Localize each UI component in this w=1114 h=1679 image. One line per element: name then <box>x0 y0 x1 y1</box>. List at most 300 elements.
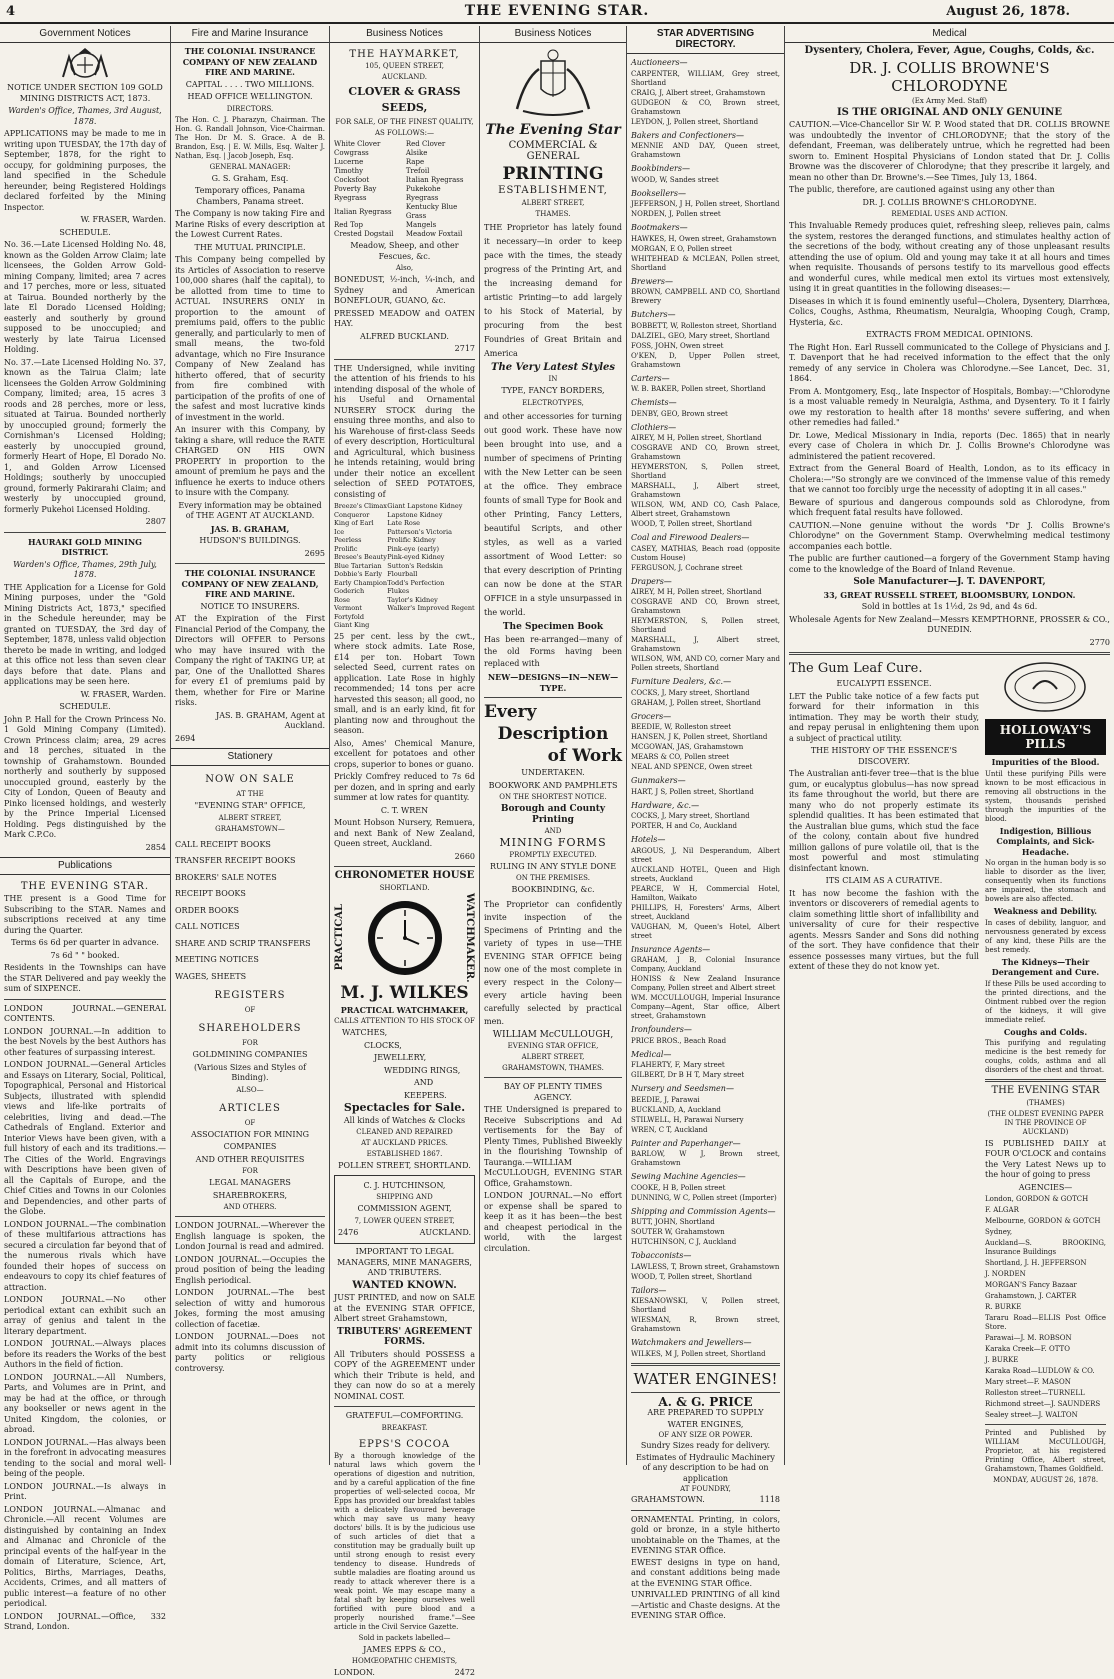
agency-entry: Shortland, J. H. JEFFERSON <box>985 1259 1087 1267</box>
stationery-item: TRANSFER RECEIPT BOOKS <box>175 856 296 865</box>
column-heading: Business Notices <box>480 26 626 43</box>
directory-entry: GILBERT, Dr B H T, Mary street <box>631 1071 745 1079</box>
stationery-item: CALL NOTICES <box>175 922 240 931</box>
comfrey-note: Prickly Comfrey reduced to 7s 6d per dozen, and in spring and early summer at low rates for quantity. <box>334 772 475 802</box>
company-title: THE COLONIAL INSURANCE COMPANY OF NEW ZEALAND FIRE AND MARINE. <box>182 46 318 77</box>
unrivalled-printing: UNRIVALLED PRINTING of all kind —Artistic and Chaste designs. At the EVENING STAR Office. <box>631 1590 780 1620</box>
potato-name: Prolific <box>334 544 358 553</box>
london-journal-ad: LONDON JOURNAL.—GENERAL CONTENTS. <box>4 1003 166 1023</box>
every: Every <box>484 702 537 722</box>
directory-entry: MARSHALL, J, Albert street, Grahamstown <box>631 482 780 499</box>
agency-entry: Melbourne, GORDON & GOTCH <box>985 1217 1101 1225</box>
seed-name: Lucerne <box>334 158 364 166</box>
tributers-forms: TRIBUTERS' AGREEMENT FORMS. <box>337 1326 472 1347</box>
column-business-notices <box>330 26 480 1677</box>
goldmining-companies: GOLDMINING COMPANIES <box>192 1050 308 1059</box>
epps-text: By a thorough knowledge of the natural laws which govern the operations of digestion and nutrition, and by a careful application of the fine properties of well-selected cocoa, Mr Epps has provided our breakfast tables with a delicately flavoured beverage which may save us many heavy doctors' bills. It is by the judicious use of such articles of diet that a constitution may be gradually built up until strong enough to resist every tendency to disease. Hundreds of subtle maladies are floating around us ready to attack wherever there is a weak point. We may escape many a fatal shaft by keeping ourselves well fortified with pure blood and a properly nourished frame."—See article in the Civil Service Gazette. <box>334 1451 475 1631</box>
potato-name: Pink-eye (early) <box>387 544 440 553</box>
nurseryman-name: C. T. WREN <box>380 805 429 815</box>
directory-entry: O'KEN, D, Upper Pollen street, Grahamstown <box>631 351 780 369</box>
office-town: GRAHAMSTOWN— <box>215 824 285 833</box>
head-office: HEAD OFFICE WELLINGTON. <box>187 92 313 101</box>
directory-category: Medical— <box>631 1049 672 1059</box>
commercial-general: COMMERCIAL & GENERAL <box>508 140 598 162</box>
proprietor-text: THE Proprietor has lately found it necessary—in order to keep pace with the times, the steady progress of the Printing Art, and the increasing demand for artistic Printing—to add largely to his Stock of Material, by procuring from the best Foundries of Great Britain and America <box>484 222 622 358</box>
potato-row <box>334 579 475 588</box>
directory-entry: BEEDIE, W, Rolleston street <box>631 723 732 731</box>
directory-entry: GUDGEON & CO, Brown street, Grahamstown <box>631 98 780 116</box>
holloway-ad <box>985 659 1106 1487</box>
potato-name: Vermont <box>334 604 362 612</box>
seed-name: Red Clover <box>405 140 446 148</box>
agencies-list <box>985 1195 1106 1420</box>
agencies-heading: AGENCIES— <box>1018 1182 1073 1192</box>
bottle-prices: Sold in bottles at 1s 1½d, 2s 9d, and 4s 6d. <box>861 602 1038 611</box>
pressed-hay: PRESSED MEADOW and OATEN HAY. <box>334 308 475 328</box>
directory-entry: JEFFERSON, J H, Pollen street, Shortland <box>631 200 780 208</box>
stock-watches: WATCHES, <box>342 1028 388 1037</box>
masthead <box>0 0 1114 24</box>
water-engines-title: WATER ENGINES! <box>633 1369 778 1388</box>
medical-two-column <box>789 659 1110 1487</box>
divider <box>175 1216 325 1217</box>
directory-entry: PEARCE, W H, Commercial Hotel, Hamilton, Waikato <box>631 884 780 902</box>
potato-row <box>334 553 475 562</box>
price-firm: A. & G. PRICE <box>658 1394 753 1409</box>
chlorodyne-name: DR. J. COLLIS BROWNE'S CHLORODYNE. <box>862 197 1037 207</box>
notice-title: HAURAKI GOLD MINING DISTRICT. <box>27 536 143 557</box>
prices: AT AUCKLAND PRICES. <box>361 1139 448 1147</box>
directory-category: Bakers and Confectioners— <box>631 130 744 140</box>
london-journal-ad: LONDON JOURNAL.—The best selection of witty and humorous Jokes, forming the most amusing collection of facetiæ. <box>175 1288 325 1329</box>
impurities-title: Impurities of the Blood. <box>991 757 1100 767</box>
directory-entry: MEARS & CO, Pollen street <box>631 753 730 761</box>
hutchinson-footer <box>338 1228 471 1239</box>
potato-name: Flourball <box>387 570 418 578</box>
directory-category: Brewers— <box>631 276 673 286</box>
seed-name: Rape <box>405 158 425 166</box>
column-advertising-directory <box>627 26 785 1620</box>
agency-entry: Rolleston street—TURNELL <box>985 1389 1085 1397</box>
directory-entry: WIESMAN, R, Brown street, Grahamstown <box>631 1316 780 1333</box>
potato-name: Blue Tartarian <box>334 561 382 570</box>
forgery-text: The public are further cautioned—a forgery of the Government Stamp having come to the knowledge of the Board of Inland Revenue. <box>789 554 1110 574</box>
oldest-paper: (THE OLDEST EVENING PAPER IN THE PROVINCE OF AUCKLAND) <box>987 1109 1104 1136</box>
schedule-item: No. 36.—Late Licensed Holding No. 48, known as the Golden Arrow Claim; late licensees, the Golden Arrow Gold-mining Company, limited; area 7 acres and 17 perches, more or less, situated at Tairua. Bounded northerly by the late El Dorado Licensed Holding; easterly and southerly by ground supposed to be unoccupied; and westerly by late Tairua Licensed Holding. <box>4 240 166 354</box>
capital: CAPITAL . . . . TWO MILLIONS. <box>185 79 315 89</box>
chronometer-location: SHORTLAND. <box>379 883 430 892</box>
seed-name: Trefoil <box>405 167 430 175</box>
column-heading: Medical <box>785 26 1114 43</box>
potato-name: Giant Lapstone Kidney <box>387 502 463 510</box>
ad-number: 2854 <box>145 842 166 852</box>
directory-entry: LEYDON, J, Pollen street, Shortland <box>631 117 759 126</box>
opinion: The Right Hon. Earl Russell communicated to the College of Physicians and J. T. Davenport that he had received information to the effect that the only remedy of any service in Cholera was Chlorodyne.—See Lancet, Dec. 31, 1864. <box>789 342 1110 383</box>
rearranged-text: Has been re-arranged—many of the old Forms having been replaced with <box>484 635 622 668</box>
directory-entry: LAWLESS, T, Brown street, Grahamstown <box>631 1262 780 1271</box>
holloway-seal-icon <box>985 659 1106 715</box>
directory-entry: DENBY, GEO, Brown street <box>631 409 728 418</box>
grateful: GRATEFUL—COMFORTING. <box>345 1411 464 1420</box>
directory-entry: MARSHALL, J, Albert street, Grahamstown <box>631 636 780 653</box>
directory-entry: MENNIE AND DAY, Queen street, Grahamstown <box>631 142 780 159</box>
column-business-notices-2 <box>480 26 627 1465</box>
shareholders: SHAREHOLDERS <box>198 1023 302 1034</box>
sold-packets: Sold in packets labelled— <box>358 1633 451 1642</box>
column-heading: Business Notices <box>330 26 479 43</box>
seed-row <box>334 176 475 185</box>
agency-entry: Mary street—F. MASON <box>985 1378 1071 1386</box>
stationery-item: SHARE AND SCRIP TRANSFERS <box>175 938 311 948</box>
directory-entry: BEEDIE, J, Parawai <box>631 1095 700 1104</box>
seed-row <box>334 185 475 203</box>
potato-row <box>334 570 475 579</box>
directory-entry: COCKS, J, Mary street, Shortland <box>631 688 750 697</box>
directory-entry: WILKES, M J, Pollen street, Shortland <box>631 1349 766 1358</box>
directory-entry: FLAHERTY, F, Mary street <box>631 1061 725 1069</box>
and-word: AND <box>544 827 562 835</box>
street: ALBERT STREET, <box>521 198 585 207</box>
seed-name: Cowgrass <box>334 149 369 157</box>
potato-name: Peerless <box>334 536 362 544</box>
potato-name: Conqueror <box>334 510 370 519</box>
directory-entry: AIREY, M H, Pollen street, Shortland <box>631 434 762 442</box>
stationery-item: ORDER BOOKS <box>175 905 240 915</box>
paper-name: The Evening Star <box>485 122 621 138</box>
epps-footer <box>334 1668 475 1679</box>
potato-name: Prolific Kidney <box>387 536 436 544</box>
directory-category: Auctioneers— <box>631 58 688 67</box>
agent-name: JAS. B. GRAHAM, Agent at Auckland. <box>216 710 325 730</box>
directory-entry: WREN, C T, Auckland <box>631 1125 708 1134</box>
agency-entry: J. BURKE <box>985 1356 1019 1364</box>
warden-signature: W. FRASER, Warden. <box>80 215 166 224</box>
any-size: OF ANY SIZE OR POWER. <box>658 1431 753 1439</box>
seed-name: Italian Ryegrass <box>334 207 392 216</box>
caution-text: CAUTION.—Vice-Chancellor Sir W. P. Wood stated that DR. COLLIS BROWNE was undoubtedly the inventor of CHLORODYNE; that the story of the defendant, Freeman, was deliberately untrue, which he regretted had been sworn to. Eminent Hospital Physicians of London stated that Dr. J. Collis Browne was the discoverer of Chlorodyne; that they prescribe it largely, and mean no other than Dr. Browne's.—See Times, July 13, 1864. <box>789 120 1110 182</box>
seed-row <box>334 203 475 221</box>
directory-category: Butchers— <box>631 310 676 319</box>
directory-entry: BOBBETT, W, Rolleston street, Shortland <box>631 321 777 330</box>
store-city: AUCKLAND. <box>382 73 427 81</box>
agency-entry: J. NORDEN <box>985 1270 1026 1278</box>
directory-category: Tobacconists— <box>631 1251 692 1260</box>
potato-name: Late Rose <box>387 519 421 527</box>
seed-name: Kentucky Blue Grass <box>405 203 458 220</box>
directory-entry: WHITEHEAD & MCLEAN, Pollen street, Shortland <box>631 254 780 272</box>
potato-row <box>334 545 475 554</box>
of-work: of Work <box>547 746 622 766</box>
accessories-text: and other accessories for turning out good work. These have now been brought into use, and a number of specimens of Printing with the New Letter can be seen at the office. They embrace founts of small Type for Book and other Printing, Fancy Letters, beautiful Scripts, and other styles, as well as a varied assortment of Wood Letter: so that every description of Printing can now be done at the STAR OFFICE in a style unsurpassed in the world. <box>484 411 622 617</box>
potato-name: Pink-eyed Kidney <box>387 553 445 561</box>
directory-category: Furniture Dealers, &c.— <box>631 677 732 686</box>
prepared: ARE PREPARED TO SUPPLY <box>647 1408 764 1417</box>
hutchinson-city: AUCKLAND. <box>419 1227 471 1237</box>
companies: COMPANIES <box>223 1142 277 1151</box>
bonedust: BONEDUST, ½-inch, ¼-inch, and Sydney and American BONEFLOUR, GUANO, &c. <box>334 275 475 305</box>
undertaken: UNDERTAKEN. <box>521 768 585 777</box>
column-heading: STAR ADVERTISING DIRECTORY. <box>627 26 784 54</box>
london-journal-ad: LONDON JOURNAL.—Almanac and Chronicle.—All recent Volumes are distinguished by containing an Index and Almanac and Chronicle of the principal events of the half-year in the domain of Literature, Science, Art, Politics, Births, Marriages, Deaths, Accidents, Crimes, and all matters of public interest—a feature of no other periodical. <box>4 1504 166 1608</box>
column-fire-marine-insurance <box>171 26 330 1465</box>
office: EVENING STAR OFFICE, <box>507 1042 599 1050</box>
ex-army: (Ex Army Med. Staff) <box>912 96 987 105</box>
potato-name: Todd's Perfection <box>387 578 445 587</box>
agency-entry: Parawai—J. M. ROBSON <box>985 1334 1072 1342</box>
directory-entry: HANSEN, J K, Pollen street, Shortland <box>631 733 768 741</box>
company-text: The Company is now taking Fire and Marine Risks of every description at the Lowest Current Rates. <box>175 209 325 239</box>
wilkes-name: M. J. WILKES <box>340 982 469 1003</box>
office-name: "EVENING STAR" OFFICE, <box>194 801 306 810</box>
potato-name: Walker's Improved Regent <box>387 604 475 612</box>
seed-name: Italian Ryegrass <box>405 176 464 184</box>
directory-entry: ARGOUS, J, Nil Desperandum, Albert street <box>631 846 780 864</box>
seed-name: White Clover <box>334 140 381 148</box>
sharebrokers: SHAREBROKERS, <box>212 1190 288 1200</box>
seed-row <box>334 149 475 158</box>
directory-entry: GRAHAM, J B, Colonial Insurance Company, Auckland <box>631 956 780 973</box>
ad-number: 2472 <box>454 1668 475 1677</box>
directory-entry: NEAL AND SPENCE, Owen street <box>631 763 753 771</box>
directory-category: Tailors— <box>631 1285 667 1295</box>
potato-row <box>334 604 475 613</box>
impurities-text: Until these purifying Pills were known to be most efficacious in removing all obstructions in the system, thousands perished through the impurities of the blood. <box>985 769 1106 823</box>
agent-address: HUDSON'S BUILDINGS. <box>199 536 301 545</box>
directory-entry: FERGUSON, J, Cochrane street <box>631 563 743 572</box>
directory-entry: NORDEN, J, Pollen street <box>631 210 721 218</box>
electrotypes: ELECTROTYPES, <box>522 398 584 407</box>
tributers-text: All Tributers should POSSESS a COPY of the AGREEMENT under which their Tribute is held, and they can now do so at a merely NOMINAL COST. <box>334 1349 475 1401</box>
london-journal-ad: LONDON JOURNAL.—All Numbers, Parts, and Volumes are in Print, and may be had at the office, or through any bookseller or news agent in the United Kingdom, the colonies, or abroad. <box>4 1372 166 1434</box>
notice-title: NOTICE UNDER SECTION 109 GOLD MINING DISTRICTS ACT, 1873. <box>7 83 163 103</box>
shortest-notice: ON THE SHORTEST NOTICE. <box>499 793 607 801</box>
evening-star-title: THE EVENING STAR <box>991 1085 1100 1096</box>
directory-entry: WM. MCCULLOUGH, Imperial Insurance Company—Agent, Star office, Albert street, Grahamstown <box>631 994 780 1020</box>
estimates: Estimates of Hydraulic Machinery of any description to be had on application <box>636 1452 775 1483</box>
potato-name: Taylor's Kidney <box>387 595 438 604</box>
directory-entry: VAUGHAN, M, Queen's Hotel, Albert street <box>631 922 780 940</box>
printing-title: PRINTING <box>502 164 604 184</box>
potato-row <box>334 587 475 596</box>
seed-name: Crested Dogstail <box>334 230 394 238</box>
others: AND OTHERS. <box>223 1203 277 1211</box>
divider <box>4 999 166 1000</box>
mutual-text: This Company being compelled by its Articles of Association to reserve 100,000 shares (half the capital), to be allotted from time to time to ACTUAL INSURERS ONLY in proportion to the amount of premiums paid, offers to the public generally, and particularly to men of small means, the two-fold advantage, which no Fire Insurance Company of New Zealand has hitherto offered, that of security from fire combined with participation of the profits of one of the safest and most lucrative kinds of investment in the world. <box>175 255 325 422</box>
kidneys-title: The Kidneys—Their Derangement and Cure. <box>991 956 1100 977</box>
divider <box>334 1406 475 1407</box>
agent-name: JAS. B. GRAHAM, <box>210 523 290 534</box>
potato-name: Early Champion <box>334 578 388 587</box>
directory-category: Insurance Agents— <box>631 944 711 954</box>
directory-entry: WILSON, WM, AND CO, corner Mary and Pollen streets, Shortland <box>631 655 780 672</box>
column-heading: Government Notices <box>0 26 170 43</box>
directory-category: Chemists— <box>631 398 677 407</box>
all-kinds: All kinds of Watches & Clocks <box>343 1115 466 1125</box>
epps-chemists: HOMŒOPATHIC CHEMISTS, <box>351 1657 458 1665</box>
remedy-text: This Invaluable Remedy produces quiet, refreshing sleep, relieves pain, calms the system, restores the deranged functions, and stimulates healthy action of the secretions of the body, without creating any of those unpleasant results attending the use of opium. Old and young may take it at all hours and times when requisite. Thousands of persons testify to its marvellous good effects and wonderful cures, while medical men extol its virtues most extensively, using it in great quantities in the following diseases:— <box>789 221 1110 293</box>
section-heading: Stationery <box>171 748 329 766</box>
thames: (THAMES) <box>1026 1098 1065 1107</box>
claim-title: ITS CLAIM AS A CURATIVE. <box>825 876 943 885</box>
stationery-item: BROKERS' SALE NOTES <box>175 872 277 882</box>
directory-entry: STILWELL, H, Parawai Nursery <box>631 1115 744 1124</box>
seed-name: Alsike <box>405 149 428 157</box>
directory-entry: KIESANOWSKI, V, Pollen street, Shortland <box>631 1297 780 1314</box>
also: Also, <box>395 264 414 272</box>
ad-number: 2695 <box>304 548 325 558</box>
potato-name: Ice <box>334 527 345 536</box>
directors: The Hon. C. J. Pharazyn, Chairman. The Hon. G. Randall Johnson, Vice-Chairman. The Hon. Dr M. S. Grace. A de B. Brandon, Esq. | E. W. Mills, Esq. Walter J. Nathan, Esq. | Jacob Joseph, Esq. <box>175 115 325 160</box>
directory-category: Bootmakers— <box>631 223 688 232</box>
ad-number: 1118 <box>759 1495 780 1504</box>
stationery-item: CALL RECEIPT BOOKS <box>175 839 271 849</box>
potato-row <box>334 511 475 520</box>
potato-name: Fortyfold <box>334 612 365 621</box>
page-number: 4 <box>6 4 16 19</box>
seed-name: Pukekohe Ryegrass <box>405 185 441 202</box>
foundry: AT FOUNDRY, <box>680 1485 731 1493</box>
stationery-item: RECEIPT BOOKS <box>175 889 246 898</box>
stock-clocks: CLOCKS, <box>364 1040 402 1050</box>
directors-label: DIRECTORS. <box>226 104 274 113</box>
delivery-text: Residents in the Townships can have the STAR Delivered and pay weekly the sum of SIXPENCE. <box>4 963 166 993</box>
agency-entry: London, GORDON & GOTCH <box>985 1195 1089 1203</box>
schedule-heading: SCHEDULE. <box>59 702 111 711</box>
directory-entry: DUNNING, W C, Pollen street (Importer) <box>631 1193 777 1202</box>
info-text: Every information may be obtained of THE AGENT AT AUCKLAND. <box>178 500 322 520</box>
directory-entry: FOSS, JOHN, Owen street <box>631 341 724 350</box>
hutchinson-ad <box>334 1175 475 1245</box>
description: Description <box>497 724 609 744</box>
agency-entry: Sydney, <box>985 1228 1013 1236</box>
agency-entry: Grahamstown, J. CARTER <box>985 1292 1077 1300</box>
published-text: IS PUBLISHED DAILY at FOUR O'CLOCK and contains the Very Latest News up to the hour of going to press <box>985 1138 1106 1179</box>
directory-category: Hotels— <box>631 835 666 844</box>
warden-office: Warden's Office, Thames, 3rd August, 1878. <box>8 106 162 126</box>
spectacles: Spectacles for Sale. <box>343 1101 466 1114</box>
directory-entry: DALZIEL, GEO, Mary street, Shortland <box>631 331 770 340</box>
epps-company: JAMES EPPS & CO., <box>363 1644 446 1654</box>
schedule-item: John P. Hall for the Crown Princess No. 1 Gold Mining Company (Limited). Crown Princess claim; area, 29 acres and 18 perches, situated in the township of Grahamstown. Bounded northerly and southerly by supposed unoccupied ground, easterly by the City of London, Queen of Beauty and Pinko licensed holdings, and westerly by the Prince Imperial Licensed Holding. Pegs distinguished by the Mark C.P.Co. <box>4 714 166 839</box>
directory-entry: HEYMERSTON, S, Pollen street, Shortland <box>631 617 780 634</box>
potato-name: Breeze's Climax <box>334 502 387 510</box>
agency-entry: Karaka Road—LUDLOW & CO. <box>985 1367 1095 1375</box>
potato-name: Giant King <box>334 621 370 629</box>
legal-managers: LEGAL MANAGERS <box>209 1178 291 1187</box>
stock-keepers: KEEPERS. <box>404 1090 447 1100</box>
agency-entry: Richmond street—J. SAUNDERS <box>985 1400 1101 1408</box>
chlorodyne-title: DR. J. COLLIS BROWNE'S CHLORODYNE <box>849 58 1050 95</box>
opinion: Dr. Lowe, Medical Missionary in India, reports (Dec. 1865) that in nearly every case of Cholera in which Dr. J. Collis Browne's Chlorodyne was administered the patient recovered. <box>789 430 1110 461</box>
cleaned: CLEANED AND REPAIRED <box>356 1128 453 1136</box>
seeds-table <box>334 140 475 239</box>
wholesale-agents: Wholesale Agents for New Zealand—Messrs KEMPTHORNE, PROSSER & CO., DUNEDIN. <box>789 614 1110 634</box>
directory-category: Booksellers— <box>631 188 686 198</box>
stock-jewellery: JEWELLERY, <box>374 1053 427 1062</box>
registers: REGISTERS <box>214 990 286 1001</box>
manufacturer-address: 33, GREAT RUSSELL STREET, BLOOMSBURY, LONDON. <box>823 589 1076 600</box>
agency-entry: Karaka Creek—F. OTTO <box>985 1345 1070 1353</box>
original-genuine: IS THE ORIGINAL AND ONLY GENUINE <box>836 106 1063 118</box>
opinion: From A. Montgomery, Esq., late Inspector of Hospitals, Bombay:—"Chlorodyne is a most valuable remedy in Neuralgia, Asthma, and Dysentery. To it I fairly owe my restoration to health after 18 months' severe suffering, and when other remedies had failed." <box>789 386 1110 427</box>
ad-text: THE present is a Good Time for Subscribing to the STAR. Names and subscriptions received at any time during the Quarter. <box>4 894 166 935</box>
ad-number: 2694 <box>175 733 196 743</box>
section-heading: Publications <box>0 857 170 875</box>
merchant-name: ALFRED BUCKLAND. <box>360 331 449 341</box>
directory-entry: COSGRAVE AND CO, Brown street, Grahamstown <box>631 444 780 461</box>
weakness-title: Weakness and Debility. <box>993 906 1098 916</box>
eucalypti: EUCALYPTI ESSENCE. <box>836 679 932 688</box>
directory-entry: BUCKLAND, A, Auckland <box>631 1105 721 1114</box>
latest-styles: The Very Latest Styles <box>491 361 615 373</box>
directory-entry: CASEY, MATHIAS, Beach road (opposite Custom House) <box>631 544 780 562</box>
and-word: AND <box>414 1078 434 1087</box>
bookbinding: BOOKBINDING, &c. <box>511 885 595 894</box>
notice-title: NOTICE TO INSURERS. <box>200 601 300 611</box>
divider <box>175 563 325 564</box>
epps-city: LONDON. <box>334 1668 375 1677</box>
london-journal-ad: LONDON JOURNAL.—Always places before its readers the Works of the best Authors in the field of fiction. <box>4 1339 166 1369</box>
general-manager: G. S. Graham, Esq. <box>211 173 289 183</box>
store-street: 105, QUEEN STREET, <box>365 62 444 70</box>
directory-category: Painter and Paperhanger— <box>631 1138 741 1148</box>
coat-of-arms-icon <box>503 47 603 117</box>
newest-designs: EWEST designs in type on hand, and constant additions being made at the EVENING STAR Office. <box>631 1557 780 1588</box>
stock-wedding: WEDDING RINGS, <box>384 1065 461 1075</box>
divider <box>484 1077 622 1078</box>
directory-entry: PHILLIPS, H, Foresters' Arms, Albert street, Auckland <box>631 903 780 921</box>
potato-row <box>334 528 475 537</box>
general-manager-label: GENERAL MANAGER: <box>209 162 291 171</box>
history-text: The Australian anti-fever tree—that is the blue gum, or eucalyptus globulus—has now spread its fame throughout the world, but there are many who do not properly estimate its splendid qualities. It has been estimated that the Australian blue gums, which stud the face of the colony, contain about five hundred million gallons of pure volatile oil, that is the most powerful and most stimulating disinfectant known. <box>789 769 979 873</box>
seed-name: Meadow Foxtail <box>405 230 463 238</box>
directory-entry: HUTCHINSON, C J, Auckland <box>631 1238 737 1246</box>
chronometer-title: CHRONOMETER HOUSE <box>334 870 475 881</box>
just-printed: JUST PRINTED, and now on SALE at the EVENING STAR OFFICE, Albert street Grahamstown, <box>334 1293 475 1323</box>
gum-leaf-title: The Gum Leaf Cure. <box>789 661 923 676</box>
applications-text: APPLICATIONS may be made to me in writing upon TUESDAY, the 17th day of September, 1878, for the right to occupy, for goldmining purposes, the land specified in the Schedule hereunder, being Registered Holdings declared forfeited by the Mining Inspector. <box>4 129 166 212</box>
coughs-text: This purifying and regulating medicine is the best remedy for coughs, colds, asthma and all disorders of the chest and throat. <box>985 1039 1106 1074</box>
london-journal-ad: LONDON JOURNAL.—In addition to the best Novels by the best Authors has other features of surpassing interest. <box>4 1026 166 1057</box>
for-word: FOR <box>242 1039 258 1047</box>
london-journal-ad: LONDON JOURNAL.—Occupies the proud position of being the leading English periodical. <box>175 1254 325 1285</box>
application-text: THE Application for a License for Gold Mining purposes, under the "Gold Mining Districts Act, 1873," specified in the Schedule hereunder, may be granted on TUESDAY, the 3rd day of September, 1878, unless valid objection thereto be made in writing, and lodged at this office not less than seven clear days before that date. Plans and applications may be seen here. <box>4 582 166 686</box>
potato-name: Flukes <box>387 587 410 595</box>
london-journal-ad: LONDON JOURNAL.—The combination of these multifarious attractions has secured a circulation far beyond that of the numerous rivals which have founded their hopes of success on endeavours to copy its chief features of attraction. <box>4 1219 166 1292</box>
potato-name: King of Earl <box>334 519 374 527</box>
agency-entry: Tararu Road—ELLIS Post Office Store. <box>985 1314 1106 1331</box>
stationery-item: MEETING NOTICES <box>175 955 259 964</box>
potato-row <box>334 596 475 605</box>
warden-office: Warden's Office, Thames, 29th July, 1878. <box>13 559 157 579</box>
indigestion-text: No organ in the human body is so liable to disorder as the liver, consequently when its functions are impaired, the stomach and bowels are also affected. <box>985 859 1106 903</box>
directory-entry: BROWN, CAMPBELL AND CO, Shortland Brewery <box>631 288 780 305</box>
directory-entry: MORGAN, E O, Pollen street <box>631 244 732 253</box>
street: ALBERT STREET, <box>521 1053 585 1061</box>
store-name: THE HAYMARKET, <box>349 49 460 60</box>
london-journal-ad: LONDON JOURNAL.—General Articles and Essays on Literary, Social, Political, Topographical, Personal and Historical Subjects, illustrated with splendid views and life-like portraits of celebrities, living and dead.—The Cathedrals of England. Exterior and Interior Views have been given, with a full history of each and its traditions.—The Cities of the World. Engravings with Descriptions have been given of all the Capitals of Europe, and the Chief Cities and Towns in our Colonies and Dependencies, and other parts of the Globe. <box>4 1060 166 1216</box>
town: GRAHAMSTOWN, THAMES. <box>502 1064 604 1072</box>
temporary-offices: Temporary offices, Panama Chambers, Panama street. <box>195 186 305 206</box>
imprint: Printed and Published by WILLIAM McCULLOUGH, Proprietor, at his registered Printing Office, Albert street, Grahamstown, Thames Goldfield. <box>985 1429 1106 1473</box>
proprietor-name: WILLIAM McCULLOUGH, <box>492 1029 614 1040</box>
sundry-sizes: Sundry Sizes ready for delivery. <box>640 1441 771 1450</box>
confidently-text: The Proprietor can confidently invite inspection of the Specimens of Printing and the variety of types in use—THE EVENING STAR OFFICE being now one of the most complete in every respect in the Colony—every article having been carefully selected by practical men. <box>484 899 622 1026</box>
watchmaker-label: WATCHMAKER. <box>464 892 475 983</box>
london-journal-ad: LONDON JOURNAL.—Wherever the English language is spoken, the London Journal is read and admired. <box>175 1221 325 1251</box>
potatoes-table <box>334 502 475 630</box>
directory-category: Bookbinders— <box>631 164 690 173</box>
